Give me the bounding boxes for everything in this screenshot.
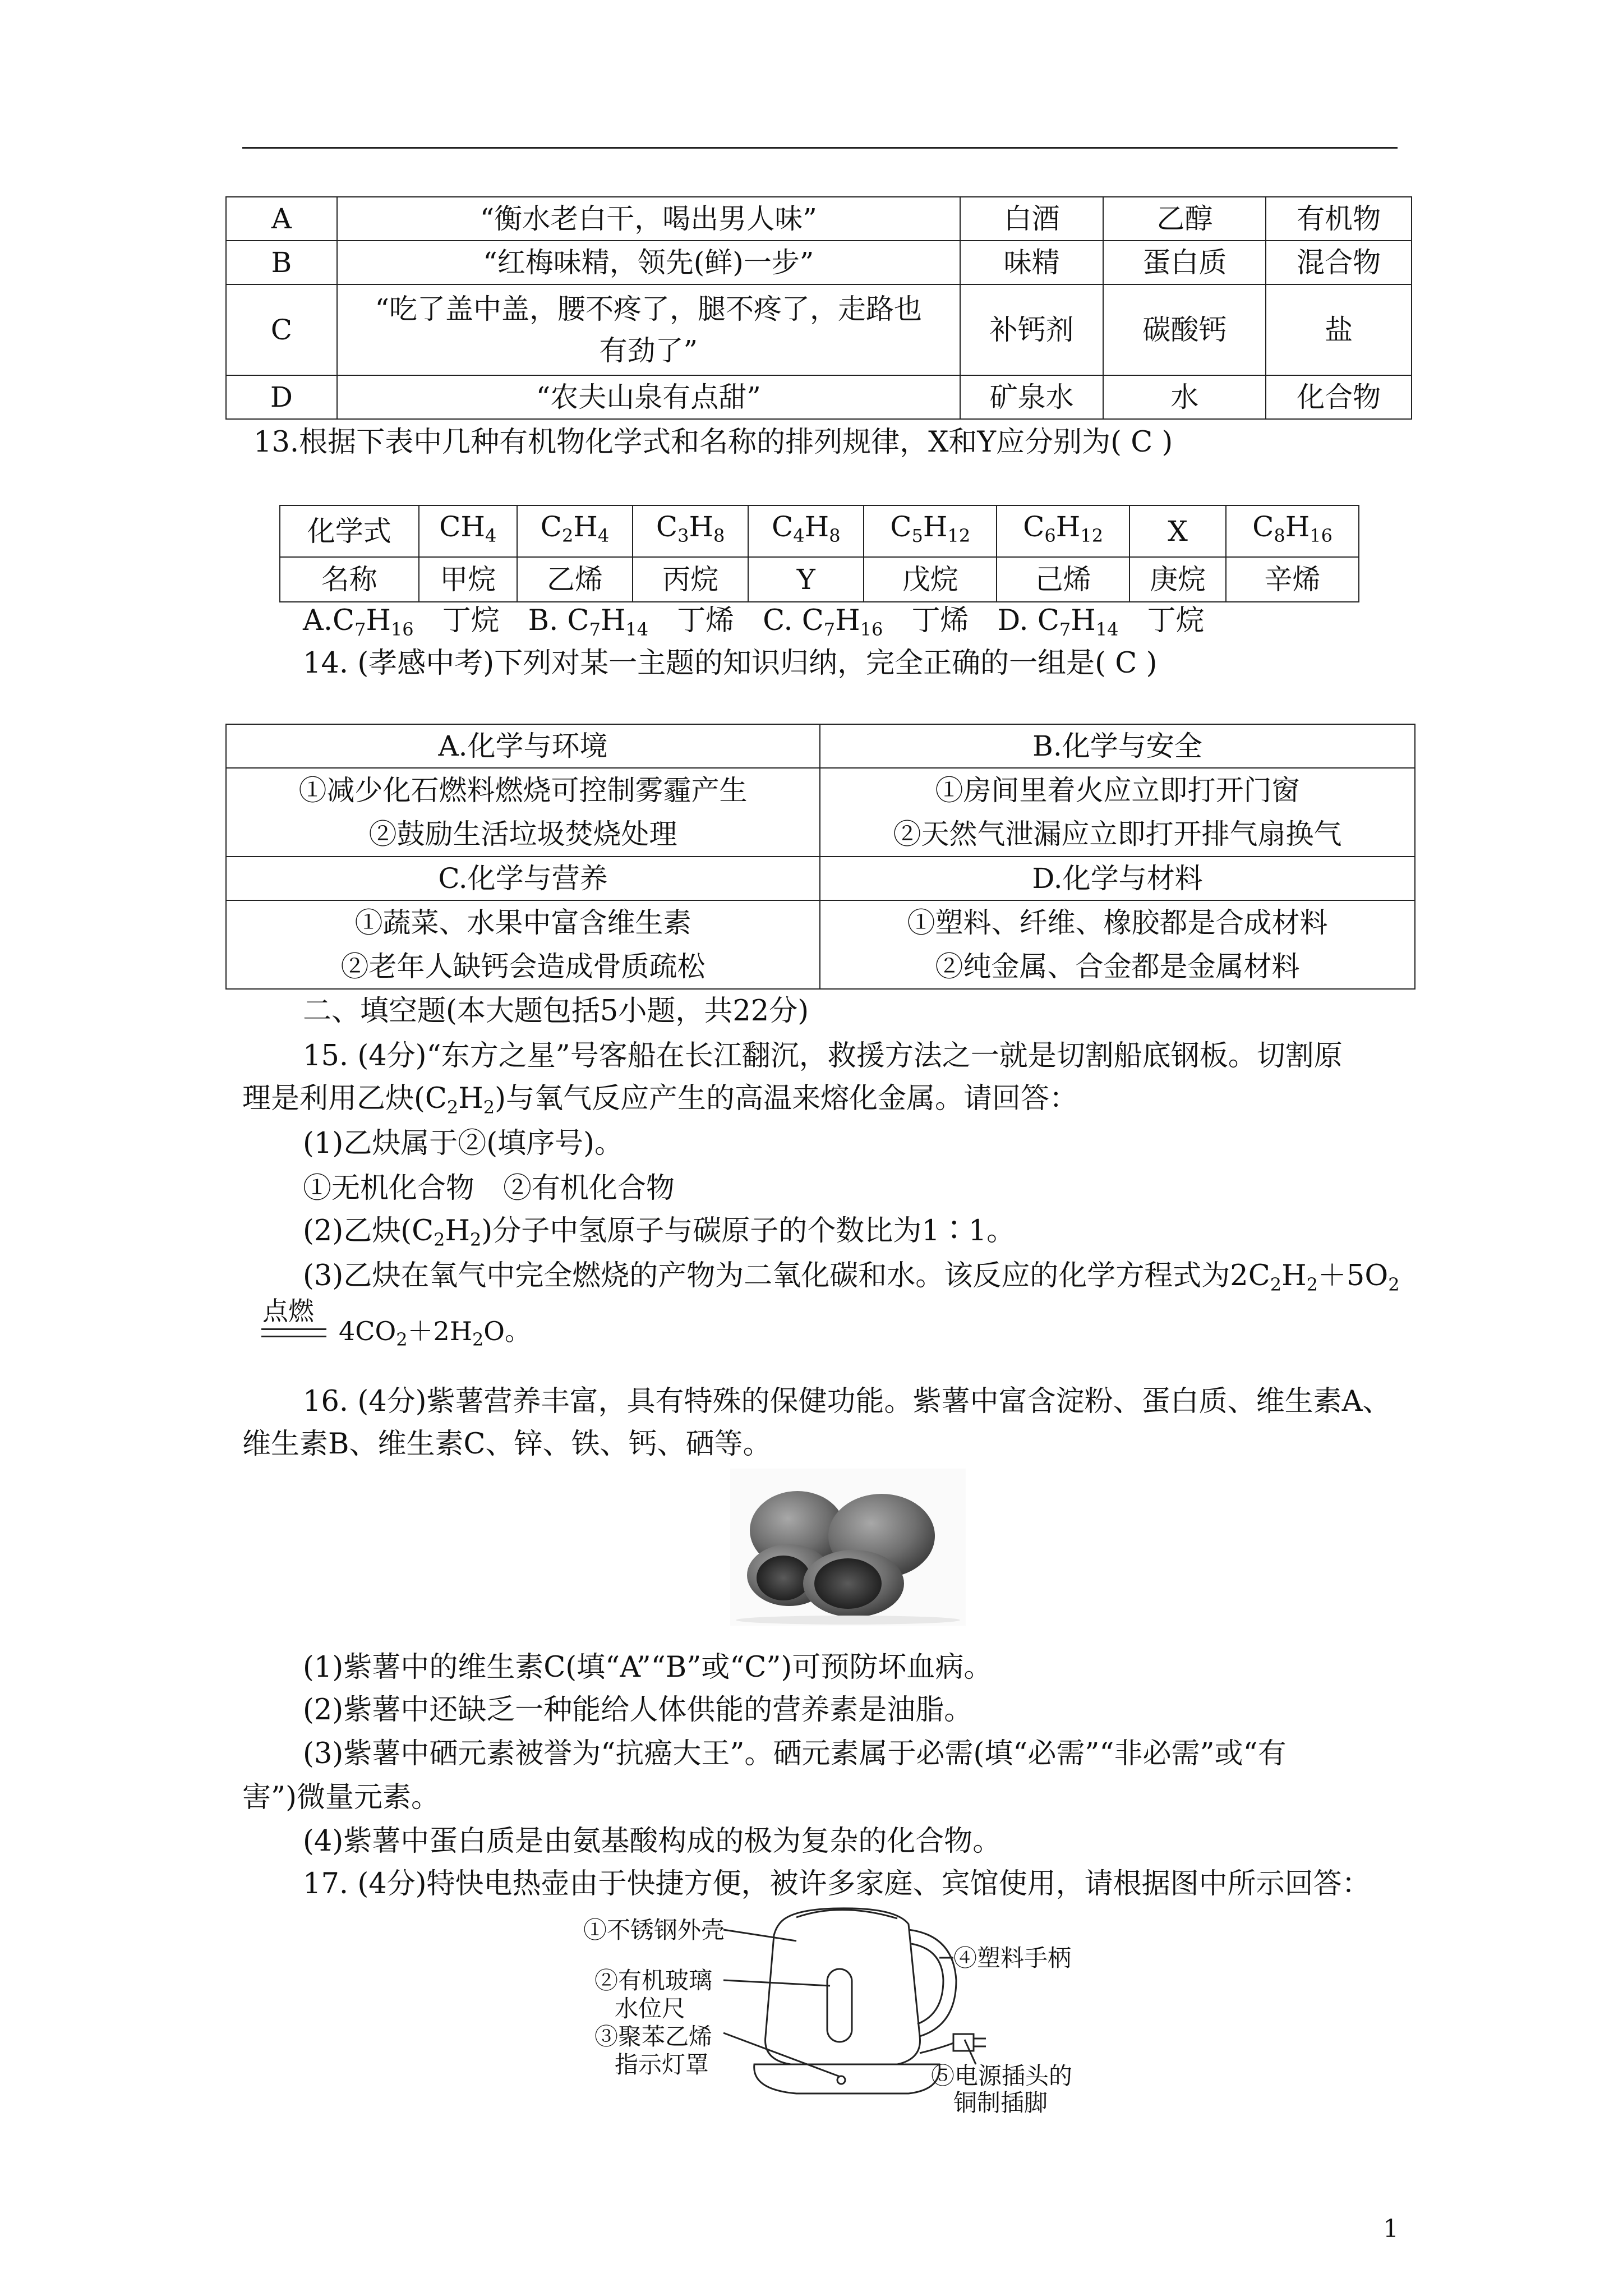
page-number: 1 <box>1383 2215 1399 2243</box>
formula-cell: $C_3H_8$ <box>633 505 748 557</box>
row-header: 化学式 <box>280 505 419 557</box>
q13-table <box>279 505 1359 602</box>
name-cell: 己烯 <box>997 557 1129 602</box>
section-heading: 二、填空题(本大题包括5小题，共22分) <box>303 995 809 1028</box>
q16-part3-cont: 害”)微量元素。 <box>242 1781 440 1814</box>
q14-stem: 14. (孝感中考)下列对某一主题的知识归纳，完全正确的一组是( C ) <box>303 647 1158 680</box>
q12-table <box>225 196 1412 420</box>
cell: 盐 <box>1266 284 1412 375</box>
cell: 碳酸钙 <box>1103 284 1266 375</box>
cell: 有机物 <box>1266 197 1412 241</box>
group-body <box>226 768 820 857</box>
q16-line2: 维生素B、维生素C、锌、铁、钙、硒等。 <box>242 1428 772 1461</box>
option-label: B <box>226 241 337 284</box>
q16-part1: (1)紫薯中的维生素C(填“A”“B”或“C”)可预防坏血病。 <box>303 1651 993 1684</box>
table-row <box>226 768 1415 857</box>
name-cell: 辛烯 <box>1226 557 1359 602</box>
statement: ①房间里着火应立即打开门窗 <box>935 774 1300 807</box>
table-row <box>226 375 1412 419</box>
reaction-condition: 点燃 <box>262 1296 314 1326</box>
q15-part1: (1)乙炔属于②(填序号)。 <box>303 1127 624 1160</box>
q16-part4: (4)紫薯中蛋白质是由氨基酸构成的极为复杂的化合物。 <box>303 1825 1002 1858</box>
name-cell: 庚烷 <box>1129 557 1226 602</box>
label-stainless-shell: ①不锈钢外壳 <box>583 1916 725 1944</box>
equals-sign <box>261 1328 326 1337</box>
statement: ②天然气泄漏应立即打开排气扇换气 <box>893 818 1342 850</box>
table-row <box>280 557 1359 602</box>
statement: ①蔬菜、水果中富含维生素 <box>354 907 691 939</box>
q17-line1: 17. (4分)特快电热壶由于快捷方便，被许多家庭、宾馆使用，请根据图中所示回答： <box>303 1867 1371 1901</box>
q13-stem: 13.根据下表中几种有机物化学式和名称的排列规律，X和Y应分别为( C ) <box>253 426 1173 459</box>
label-glass-gauge: ②有机玻璃 <box>594 1967 713 1994</box>
formula-cell: $C_5H_{12}$ <box>864 505 997 557</box>
slogan-line: 有劲了” <box>599 334 698 367</box>
group-title: A.化学与环境 <box>226 724 820 768</box>
label-polystyrene: ③聚苯乙烯 <box>594 2023 713 2050</box>
purple-sweet-potato-image <box>730 1469 966 1626</box>
option-label: A <box>226 197 337 241</box>
option-label: C <box>226 284 337 375</box>
group-body <box>226 900 820 989</box>
statement: ②纯金属、合金都是金属材料 <box>935 950 1300 983</box>
group-title: B.化学与安全 <box>820 724 1415 768</box>
q13-options: $A.C_7H_{16}$ 丁烷 B. $C_7H_{14}$ 丁烯 C. $C_7H_{16}$ 丁烯 D. $C_7H_{14}$ 丁烷 <box>303 604 1205 640</box>
table-row <box>280 505 1359 557</box>
cell: 水 <box>1103 375 1266 419</box>
table-row <box>226 900 1415 989</box>
header-rule <box>242 147 1398 149</box>
name-cell: 乙烯 <box>517 557 633 602</box>
q16-line1: 16. (4分)紫薯营养丰富，具有特殊的保健功能。紫薯中富含淀粉、蛋白质、维生素A、 <box>303 1385 1391 1418</box>
label-copper-pins: ⑤电源插头的 <box>931 2062 1073 2090</box>
formula-cell: X <box>1129 505 1226 557</box>
table-row <box>226 197 1412 241</box>
cell: 蛋白质 <box>1103 241 1266 284</box>
cell: 乙醇 <box>1103 197 1266 241</box>
cell: 补钙剂 <box>960 284 1104 375</box>
q15-equation-products: $4CO_2+2H_2O$。 <box>339 1316 531 1350</box>
statement: ①塑料、纤维、橡胶都是合成材料 <box>907 907 1328 939</box>
q14-table <box>225 724 1415 990</box>
group-body <box>820 768 1415 857</box>
statement: ②老年人缺钙会造成骨质疏松 <box>340 950 706 983</box>
formula-cell: $C_8H_{16}$ <box>1226 505 1359 557</box>
formula-cell: $CH_4$ <box>419 505 517 557</box>
slogan: “衡水老白干，喝出男人味” <box>337 197 960 241</box>
q15-part3: (3)乙炔在氧气中完全燃烧的产物为二氧化碳和水。该反应的化学方程式为$2C_2H_2+5O_2$ <box>303 1259 1400 1295</box>
slogan-line: “吃了盖中盖，腰不疼了，腿不疼了，走路也 <box>375 293 923 325</box>
group-title: D.化学与材料 <box>820 857 1415 900</box>
label-plastic-handle: ④塑料手柄 <box>953 1944 1072 1972</box>
row-header: 名称 <box>280 557 419 602</box>
name-cell: 甲烷 <box>419 557 517 602</box>
cell: 味精 <box>960 241 1104 284</box>
q16-part2: (2)紫薯中还缺乏一种能给人体供能的营养素是油脂。 <box>303 1694 973 1727</box>
q15-part1-options: ①无机化合物 ②有机化合物 <box>303 1172 675 1205</box>
formula-cell: $C_2H_4$ <box>517 505 633 557</box>
name-cell: Y <box>748 557 864 602</box>
name-cell: 丙烷 <box>633 557 748 602</box>
slogan: “红梅味精，领先(鲜)一步” <box>337 241 960 284</box>
cell: 化合物 <box>1266 375 1412 419</box>
option-label: D <box>226 375 337 419</box>
kettle-diagram <box>561 1896 1077 2116</box>
q15-line1: 15. (4分)“东方之星”号客船在长江翻沉，救援方法之一就是切割船底钢板。切割原 <box>303 1039 1343 1073</box>
group-title: C.化学与营养 <box>226 857 820 900</box>
name-cell: 戊烷 <box>864 557 997 602</box>
table-row <box>226 724 1415 768</box>
formula-cell: $C_4H_8$ <box>748 505 864 557</box>
table-row <box>226 284 1412 375</box>
label-copper-pins-2: 铜制插脚 <box>953 2089 1048 2116</box>
label-glass-gauge-2: 水位尺 <box>615 1995 686 2022</box>
cell: 白酒 <box>960 197 1104 241</box>
cell: 矿泉水 <box>960 375 1104 419</box>
q16-part3: (3)紫薯中硒元素被誉为“抗癌大王”。硒元素属于必需(填“必需”“非必需”或“有 <box>303 1737 1287 1770</box>
group-body <box>820 900 1415 989</box>
table-row <box>226 241 1412 284</box>
cell: 混合物 <box>1266 241 1412 284</box>
slogan <box>337 284 960 375</box>
statement: ②鼓励生活垃圾焚烧处理 <box>368 818 677 850</box>
slogan: “农夫山泉有点甜” <box>337 375 960 419</box>
formula-cell: $C_6H_{12}$ <box>997 505 1129 557</box>
q15-line2: 理是利用乙炔$(C_2H_2)$与氧气反应产生的高温来熔化金属。请回答： <box>242 1082 1078 1118</box>
statement: ①减少化石燃料燃烧可控制雾霾产生 <box>298 774 748 807</box>
label-polystyrene-2: 指示灯罩 <box>615 2051 709 2078</box>
table-row <box>226 857 1415 900</box>
q15-part2: (2)乙炔$(C_2H_2)$分子中氢原子与碳原子的个数比为1∶1。 <box>303 1214 1016 1250</box>
